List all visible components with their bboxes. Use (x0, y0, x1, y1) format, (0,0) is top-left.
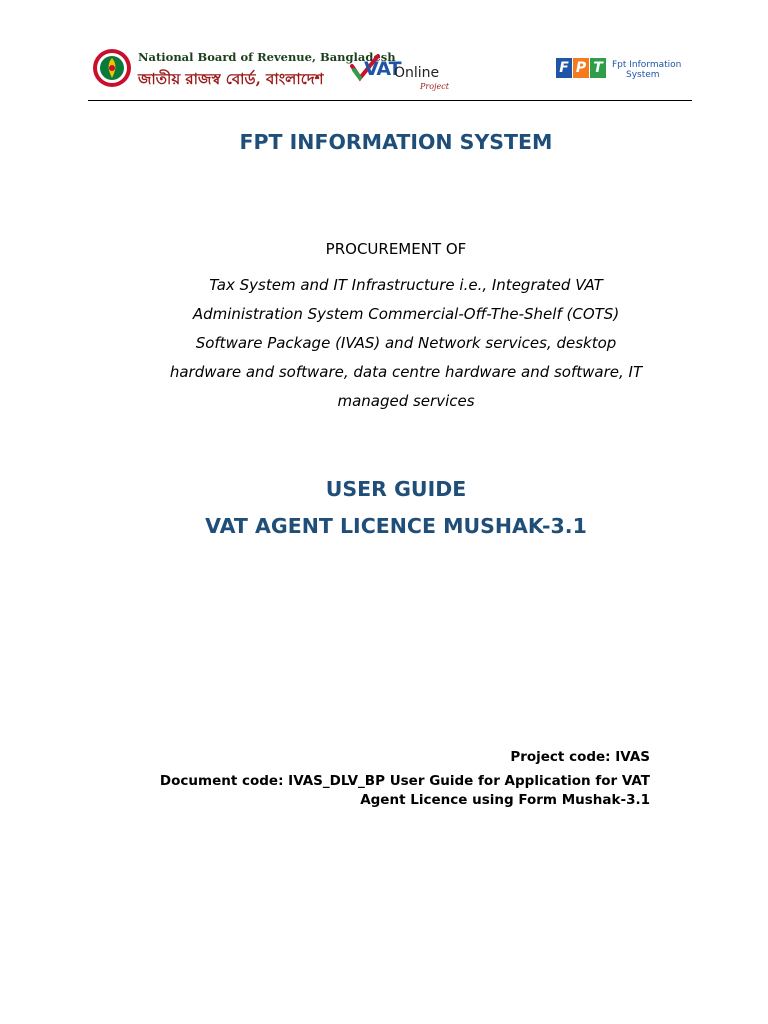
guide-title: USER GUIDE (325, 477, 467, 501)
document-code-line2: Agent Licence using Form Mushak-3.1 (360, 792, 650, 808)
description-line: managed services (337, 392, 475, 410)
project-code: Project code: IVAS (510, 749, 650, 765)
fpt-tiles (556, 58, 607, 78)
nbr-seal-icon (92, 48, 132, 88)
vat-project-text: Project (420, 82, 449, 91)
document-codes (110, 748, 650, 810)
fpt-logo (556, 58, 686, 84)
page-header (88, 36, 692, 101)
company-title: FPT INFORMATION SYSTEM (239, 130, 553, 154)
vat-online-logo (350, 52, 460, 94)
document-code-line1: Document code: IVAS_DLV_BP User Guide for Application for VAT (159, 773, 650, 789)
guide-subtitle: VAT AGENT LICENCE MUSHAK-3.1 (205, 514, 587, 538)
fpt-tile-f: F (556, 58, 572, 78)
nbr-name-english: National Board of Revenue, Bangladesh (138, 50, 396, 64)
procurement-label: PROCUREMENT OF (325, 240, 467, 258)
fpt-logo-text (612, 60, 692, 80)
fpt-text-line1: Fpt Information (612, 60, 682, 70)
nbr-name-bangla: জাতীয় রাজস্ব বোর্ড, বাংলাদেশ (138, 70, 324, 88)
vat-online-text: Online (394, 65, 440, 81)
procurement-description (126, 271, 686, 416)
description-line: Tax System and IT Infrastructure i.e., Integrated VAT (209, 276, 603, 294)
description-line: hardware and software, data centre hardware and software, IT (169, 363, 643, 381)
description-line: Software Package (IVAS) and Network services, desktop (195, 334, 617, 352)
vat-mark-text: VAT (364, 58, 401, 80)
description-line: Administration System Commercial-Off-The-Shelf (COTS) (192, 305, 620, 323)
fpt-text-line2: System (626, 70, 660, 80)
fpt-tile-t: T (590, 58, 606, 78)
fpt-tile-p: P (573, 58, 589, 78)
